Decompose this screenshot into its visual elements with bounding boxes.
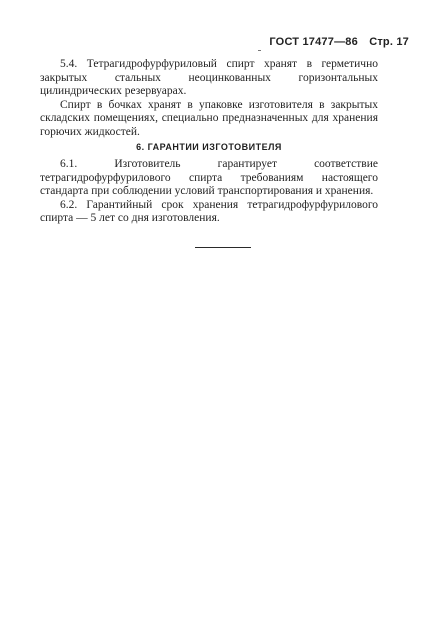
section-5-text xyxy=(40,58,378,139)
paragraph-5-4-storage: Спирт в бочках хранят в упаковке изготовителя в закрытых складских помещениях, специально предназначенных для хранения горючих жидкостей. xyxy=(40,98,378,138)
scan-mark xyxy=(258,50,261,51)
page-number: Стр. 17 xyxy=(369,36,409,48)
end-rule xyxy=(195,247,251,248)
paragraph-6-2: 6.2. Гарантийный срок хранения тетрагидрофурфурилового спирта — 5 лет со дня изготовления. xyxy=(40,198,378,224)
paragraph-6-1: 6.1. Изготовитель гарантирует соответствие тетрагидрофурфурилового спирта требованиям настоящего стандарта при соблюдении условий транспортирования и хранения. xyxy=(40,158,378,197)
standard-number: ГОСТ 17477—86 xyxy=(269,36,358,48)
section-6-text xyxy=(40,158,378,226)
paragraph-5-4: 5.4. Тетрагидрофурфуриловый спирт хранят в герметично закрытых стальных неоцинкованных горизонтальных цилиндрических резервуарах. xyxy=(40,58,378,97)
page-header xyxy=(269,36,409,48)
section-6-title: 6. ГАРАНТИИ ИЗГОТОВИТЕЛЯ xyxy=(136,142,282,152)
